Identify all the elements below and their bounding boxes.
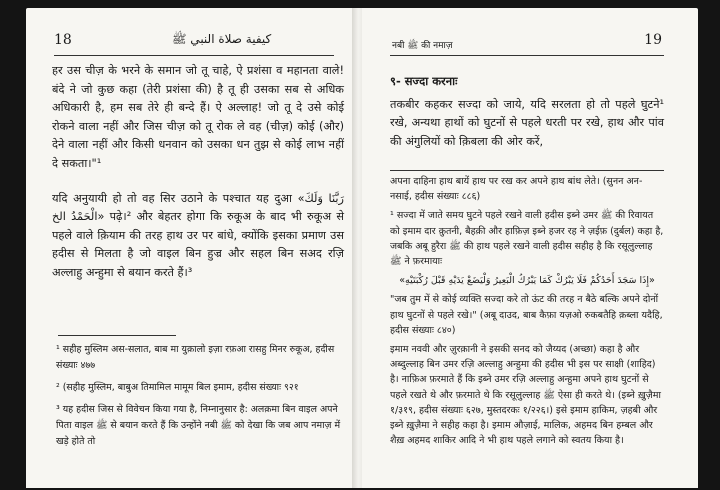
left-footnote-2: ² (सहीह मुस्लिम, बाबुअ तिमामिल मामूम बिल इमाम, हदीस संख्याः ९२१ [56, 382, 299, 393]
left-running-header: كيفية صلاة النبي ﷺ [172, 32, 272, 46]
right-running-header: नबी ﷺ की नमाज़ [392, 41, 453, 51]
left-paragraph-1: हर उस चीज़ के भरने के समान जो तू चाहे, ऐ प्रशंसा व महानता वाले! बंदे ने जो कुछ कहा (तेरी प्रशंसा की) है तू ही उसका सब से अधिक अधिकारी है, हम सब तेरे ही बन्दे हैं। ऐ अल्लाह! जो तू दे उसे कोई रोकने वाला नहीं और जिस चीज़ को तू रोक ले वह (चीज़) कोई (और) देने वाला नहीं और किसी धनवान को उसका धन तुझ से कोई लाभ नहीं दे सकता।"¹ [52, 64, 344, 170]
arabic-hadith: «إِذَا سَجَدَ أَحَدُكُمْ فَلَا يَبْرُكْ كَمَا يَبْرُكُ الْبَعِيرُ وَلْيَضَعْ يَدَيْهِ قَبْلَ رُكْبَتَيْهِ» [399, 275, 655, 287]
right-page-number: 19 [644, 32, 662, 48]
section-heading: ९- सज्दा करनाः [390, 74, 458, 88]
right-footnote-1: ¹ सज्दा में जाते समय घुटने पहले रखने वाली हदीस इब्ने उमर ﷺ की रिवायत को इमाम दार क़ुतनी, बैहक़ी और हाफ़िज़ इब्ने हजर रह ने ज़ईफ़ (दुर्बल) कहा है, जबकि अबू हुरैरा ﷺ की हाथ पहले रखने वाली हदीस सहीह है कि रसूलुल्लाह ﷺ ने फ़रमायाः [390, 210, 664, 268]
left-footnote-3: ³ यह हदीस जिस से विवेचन किया गया है, निम्नानुसार है: अलक़मा बिन वाइल अपने पिता वाइल ﷺ से बयान करते हैं कि उन्होंने नबी ﷺ को देखा कि जब आप नमाज़ में खड़े होते तो [56, 404, 341, 447]
left-body-text [52, 62, 344, 283]
left-footnote-rule [58, 335, 176, 336]
right-footnotes [390, 174, 664, 452]
right-footnote-cont: अपना दाहिना हाथ बायें हाथ पर रख कर अपने हाथ बांध लेते। (सुनन अन-नसाई, हदीस संख्याः ८८६) [390, 176, 643, 203]
right-footnote-commentary: इमाम नववी और ज़ुरक़ानी ने इसकी सनद को जैय्यद (अच्छा) कहा है और अब्दुल्लाह बिन उमर रज़ि अल्लाहु अन्हुमा की हदीस भी इस पर साक्षी (शाहिद) है। नाफ़िअ फ़रमाते हैं कि इब्ने उमर रज़ि अल्लाहु अन्हुमा अपने हाथ घुटनों से पहले रखते थे और फ़रमाते थे कि रसूलुल्लाह ﷺ ऐसा ही करते थे। (इब्ने ख़ुज़ैमा १/३१९, हदीस संख्याः ६२७, मुस्तदरकः १/२२६।) इसे इमाम हाकिम, ज़हबी और इब्ने ख़ुज़ैमा ने सहीह कहा है। इमाम औज़ाई, मालिक, अहमद बिन हम्बल और शैख़ अहमद शाकिर आदि ने भी हाथ पहले लगाने को स्वतय किया है। [390, 344, 661, 447]
left-footnote-1: ¹ सहीह मुस्लिम अस-सलात, बाब मा युक़ालो इज़ा रफ़आ रासहु मिनर रुकूअ, हदीस संख्याः ४७७ [56, 344, 335, 371]
left-footnotes [56, 342, 342, 456]
right-body-text: तकबीर कहकर सज्दा को जाये, यदि सरलता हो तो पहले घुटने¹ रखे, अन्यथा हाथों को घुटनों से पहले धरती पर रखे, हाथ और पांव की अंगुलियों को क़िबला की ओर करें, [390, 98, 664, 148]
right-header-rule [390, 55, 664, 56]
right-page [362, 8, 698, 488]
left-page-number: 18 [54, 32, 72, 48]
right-footnote-translation: "जब तुम में से कोई व्यक्ति सज्दा करे तो ऊंट की तरह न बैठे बल्कि अपने दोनों हाथ घुटनों से पहले रखे।" (अबू दाउद, बाब कैफ़ा यज़ओ रुकबतैहि क़ब्ला यदैहि, हदीस संख्याः ८४०) [390, 294, 663, 336]
left-paragraph-2: यदि अनुयायी हो तो वह सिर उठाने के पश्चात यह दुआ «رَبَّنَا وَلَكَ الْحَمْدُ الخ» पढ़े।² और बेहतर होगा कि रुकूअ के बाद भी रुकूअ से पहले वाले क़ियाम की तरह हाथ उर पर बांधे, क्योंकि इसका प्रमाण उस हदीस से मिलता है जो वाइल बिन हुज्र और सहल बिन सअद रज़ि अल्लाहु अन्हुमा से बयान करते हैं।³ [52, 191, 344, 279]
left-page [26, 8, 356, 488]
right-footnote-rule [390, 170, 664, 171]
left-header-rule [54, 55, 334, 56]
